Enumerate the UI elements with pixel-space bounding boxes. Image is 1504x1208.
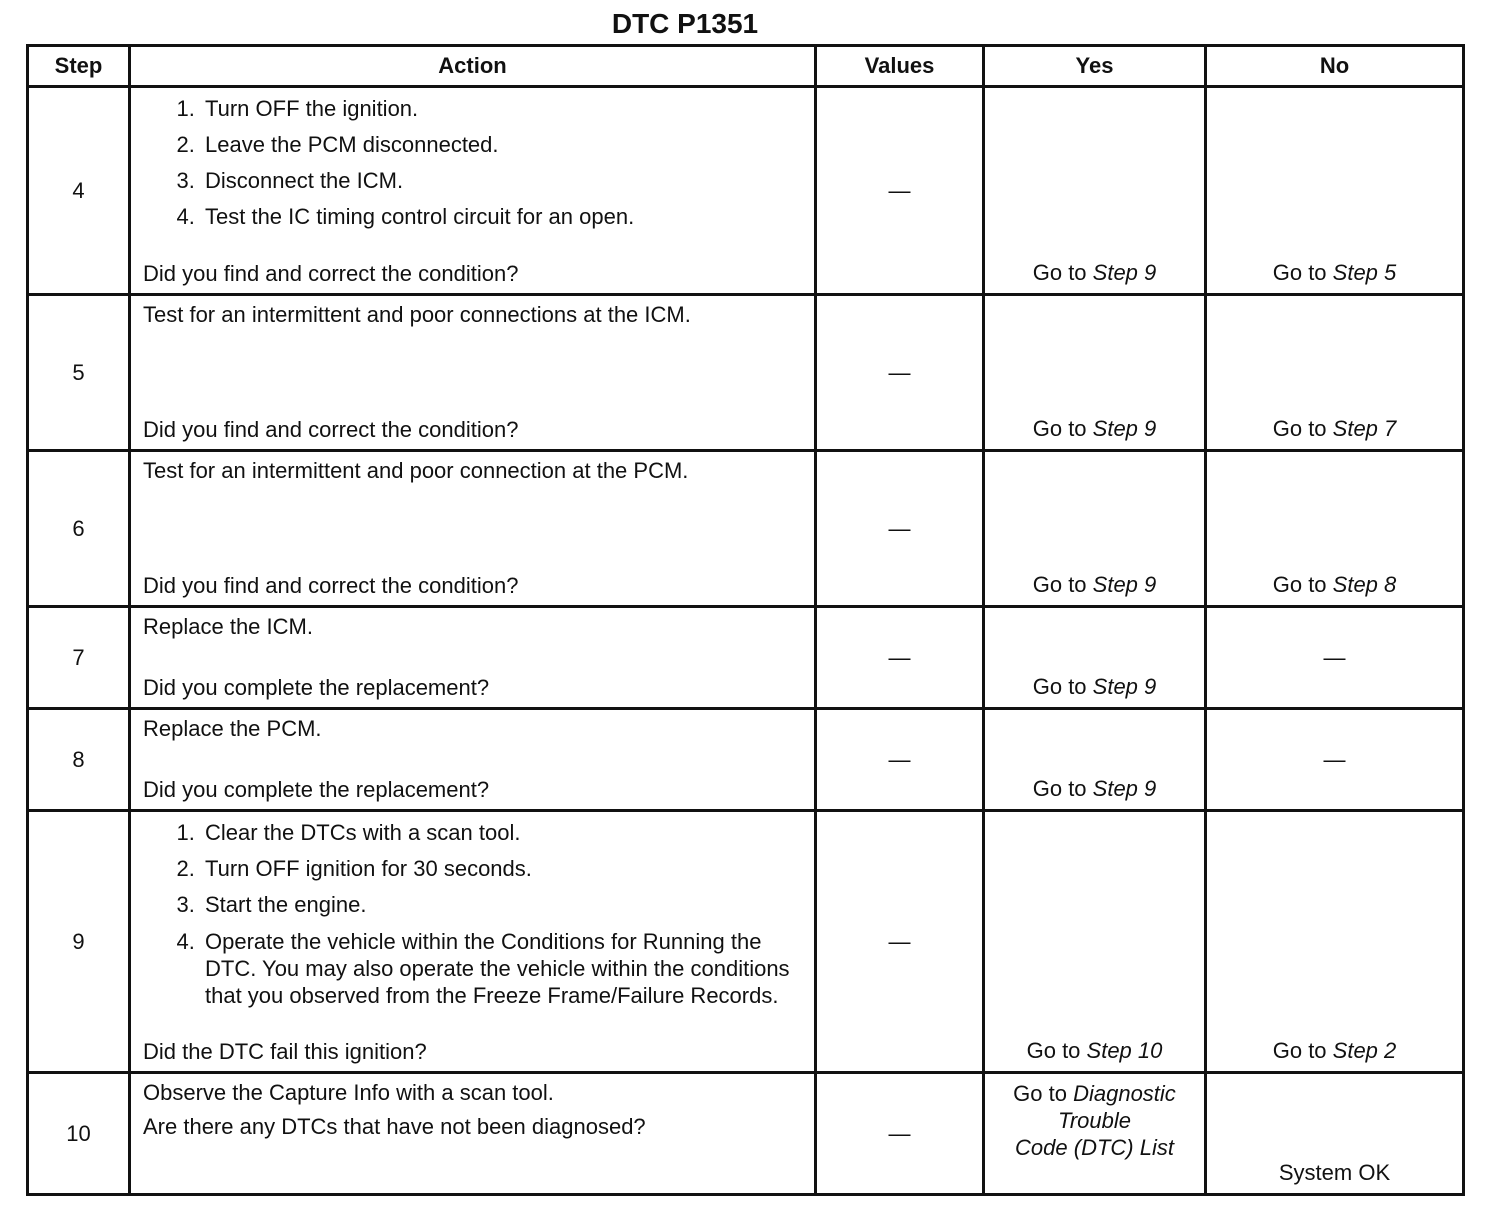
yes-cell — [984, 811, 1206, 1073]
action-cell — [130, 1073, 816, 1195]
dtc-table — [26, 44, 1465, 1196]
question: Did the DTC fail this ignition? — [143, 1039, 427, 1064]
yes-cell — [984, 87, 1206, 295]
question: Did you find and correct the condition? — [143, 417, 519, 442]
yes-link[interactable]: Go to Step 10 — [1026, 1038, 1163, 1063]
step-number: 6 — [28, 451, 130, 607]
action-text: Replace the PCM. — [143, 716, 322, 741]
values-cell: — — [816, 607, 984, 709]
table-row — [28, 709, 1464, 811]
values-cell: — — [816, 87, 984, 295]
values-cell: — — [816, 295, 984, 451]
no-cell — [1206, 295, 1464, 451]
no-link[interactable]: Go to Step 5 — [1272, 260, 1397, 285]
step-number: 9 — [28, 811, 130, 1073]
no-link[interactable]: Go to Step 7 — [1272, 416, 1397, 441]
table-row — [28, 87, 1464, 295]
action-text: Test for an intermittent and poor connection at the PCM. — [143, 458, 689, 483]
action-cell — [130, 295, 816, 451]
action-cell — [130, 451, 816, 607]
header-action: Action — [130, 46, 816, 87]
no-link[interactable]: Go to Step 8 — [1272, 572, 1397, 597]
values-cell: — — [816, 451, 984, 607]
action-cell — [130, 607, 816, 709]
list-item: 2. Turn OFF ignition for 30 seconds. — [201, 856, 804, 881]
yes-cell — [984, 709, 1206, 811]
list-item: 4. Operate the vehicle within the Conditions for Running the DTC. You may also operate the vehicle within the conditions that you observed from the Freeze Frame/Failure Records. — [201, 928, 804, 1009]
table-row — [28, 295, 1464, 451]
values-cell: — — [816, 1073, 984, 1195]
action-text: Test for an intermittent and poor connections at the ICM. — [143, 302, 691, 327]
list-item: 2. Leave the PCM disconnected. — [201, 132, 804, 157]
list-item: 1. Clear the DTCs with a scan tool. — [201, 820, 804, 845]
table-row — [28, 607, 1464, 709]
no-cell: — — [1206, 709, 1464, 811]
yes-link[interactable]: Go to Step 9 — [1032, 674, 1157, 699]
values-cell: — — [816, 709, 984, 811]
yes-link[interactable]: Go to Step 9 — [1032, 260, 1157, 285]
table-row — [28, 451, 1464, 607]
action-text: Replace the ICM. — [143, 614, 313, 639]
list-item: 3. Start the engine. — [201, 892, 804, 917]
yes-link[interactable]: Go to Step 9 — [1032, 572, 1157, 597]
no-result: System OK — [1278, 1160, 1391, 1185]
header-no: No — [1206, 46, 1464, 87]
step-number: 5 — [28, 295, 130, 451]
list-item: 1. Turn OFF the ignition. — [201, 96, 804, 121]
yes-link[interactable]: Go to Diagnostic Trouble Code (DTC) List — [1013, 1081, 1176, 1160]
question: Are there any DTCs that have not been diagnosed? — [143, 1114, 646, 1139]
action-cell — [130, 811, 816, 1073]
question: Did you find and correct the condition? — [143, 573, 519, 598]
table-row — [28, 1073, 1464, 1195]
list-item: 4. Test the IC timing control circuit for an open. — [201, 204, 804, 229]
question: Did you find and correct the condition? — [143, 261, 519, 286]
step-number: 4 — [28, 87, 130, 295]
values-cell: — — [816, 811, 984, 1073]
action-text: Observe the Capture Info with a scan tool. — [143, 1080, 554, 1105]
header-values: Values — [816, 46, 984, 87]
no-cell — [1206, 1073, 1464, 1195]
yes-cell — [984, 1073, 1206, 1195]
step-number: 10 — [28, 1073, 130, 1195]
yes-link[interactable]: Go to Step 9 — [1032, 776, 1157, 801]
action-cell — [130, 87, 816, 295]
list-item: 3. Disconnect the ICM. — [201, 168, 804, 193]
step-number: 7 — [28, 607, 130, 709]
step-number: 8 — [28, 709, 130, 811]
header-step: Step — [28, 46, 130, 87]
no-cell — [1206, 811, 1464, 1073]
no-cell — [1206, 87, 1464, 295]
no-cell: — — [1206, 607, 1464, 709]
question: Did you complete the replacement? — [143, 675, 490, 700]
no-link[interactable]: Go to Step 2 — [1272, 1038, 1397, 1063]
yes-link[interactable]: Go to Step 9 — [1032, 416, 1157, 441]
yes-cell — [984, 451, 1206, 607]
header-row — [28, 46, 1464, 87]
no-cell — [1206, 451, 1464, 607]
header-yes: Yes — [984, 46, 1206, 87]
page-title: DTC P1351 — [611, 8, 759, 39]
yes-cell — [984, 295, 1206, 451]
question: Did you complete the replacement? — [143, 777, 490, 802]
action-cell — [130, 709, 816, 811]
table-row — [28, 811, 1464, 1073]
yes-cell — [984, 607, 1206, 709]
